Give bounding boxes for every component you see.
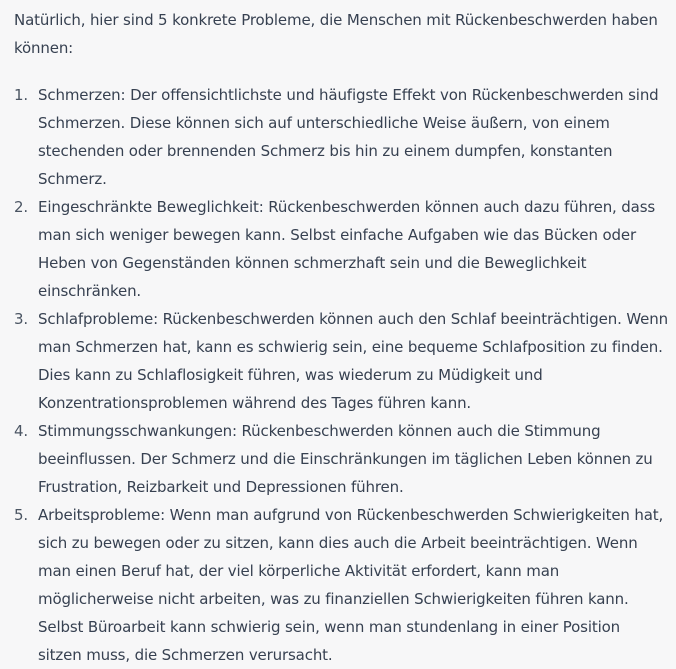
list-number: 2. xyxy=(14,198,29,216)
list-item xyxy=(14,305,668,417)
list-item xyxy=(14,417,668,501)
list-number: 3. xyxy=(14,310,29,328)
list-item-text: Stimmungsschwankungen: Rückenbeschwerden können auch die Stimmung beeinflussen. Der Schmerz und die Einschränkungen im täglichen Leben können zu Frustration, Reizbarkeit und Depressionen führen. xyxy=(38,422,653,496)
list-item xyxy=(14,501,668,669)
list-number: 4. xyxy=(14,422,29,440)
list-item-text: Schlafprobleme: Rückenbeschwerden können auch den Schlaf beeinträchtigen. Wenn man Schmerzen hat, kann es schwierig sein, eine bequeme Schlafposition zu finden. Dies kann zu Schlaflosigkeit führen, was wiederum zu Müdigkeit und Konzentrationsproblemen während des Tages führen kann. xyxy=(38,310,668,412)
list-item-text: Schmerzen: Der offensichtlichste und häufigste Effekt von Rückenbeschwerden sind Schmerzen. Diese können sich auf unterschiedliche Weise äußern, von einem stechenden oder brennenden Schmerz bis hin zu einem dumpfen, konstanten Schmerz. xyxy=(38,86,659,188)
list-number: 1. xyxy=(14,86,29,104)
list-number: 5. xyxy=(14,506,29,524)
list-item-text: Eingeschränkte Beweglichkeit: Rückenbeschwerden können auch dazu führen, dass man sich weniger bewegen kann. Selbst einfache Aufgaben wie das Bücken oder Heben von Gegenständen können schmerzhaft sein und die Beweglichkeit einschränken. xyxy=(38,198,656,300)
list-item-text: Arbeitsprobleme: Wenn man aufgrund von Rückenbeschwerden Schwierigkeiten hat, sich zu bewegen oder zu sitzen, kann dies auch die Arbeit beeinträchtigen. Wenn man einen Beruf hat, der viel körperliche Aktivität erfordert, kann man möglicherweise nicht arbeiten, was zu finanziellen Schwierigkeiten führen kann. Selbst Büroarbeit kann schwierig sein, wenn man stundenlang in einer Position sitzen muss, die Schmerzen verursacht. xyxy=(38,506,664,664)
message-intro: Natürlich, hier sind 5 konkrete Probleme, die Menschen mit Rückenbeschwerden haben können: xyxy=(14,11,658,57)
list-item xyxy=(14,193,668,305)
problem-list xyxy=(14,81,668,669)
list-item xyxy=(14,81,668,193)
